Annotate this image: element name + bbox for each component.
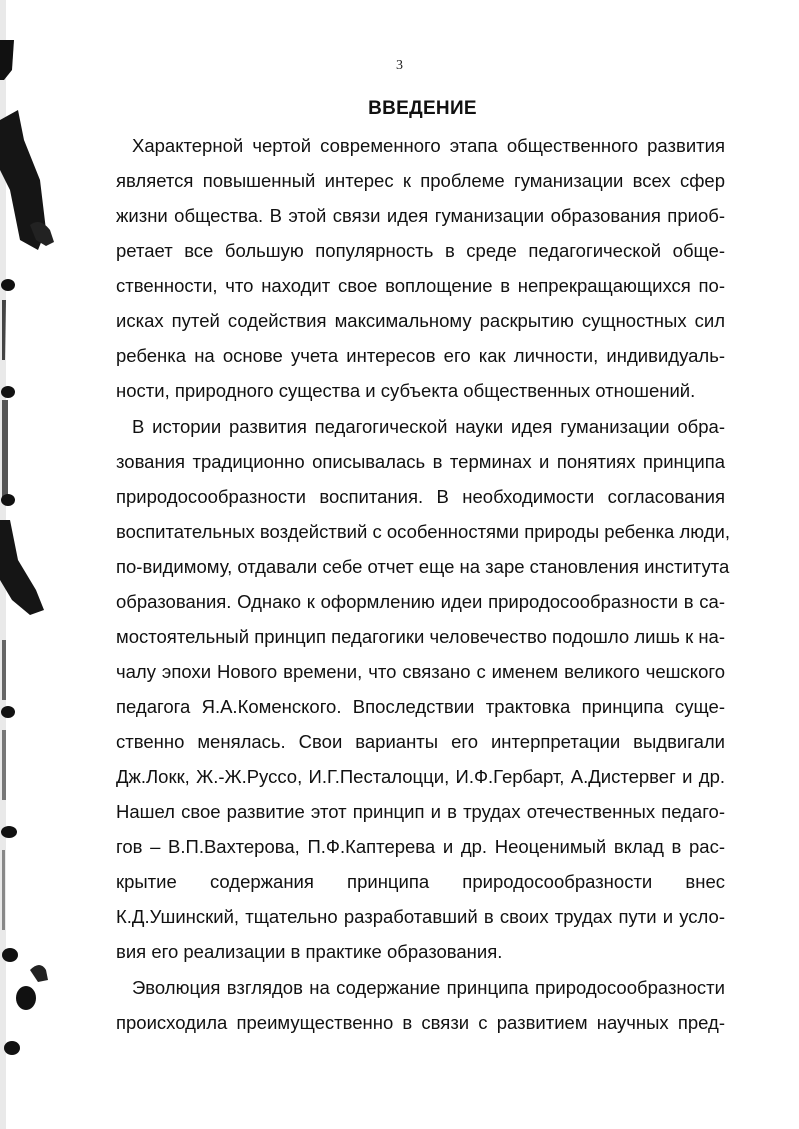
text-line: ственно менялась. Свои варианты его интерпретации выдвигали	[116, 731, 725, 752]
text-line: ретает все большую популярность в среде педагогической обще-	[116, 240, 725, 261]
text-line: воспитательных воздействий с особенностями природы ребенка люди,	[116, 521, 731, 542]
text-line: образования. Однако к оформлению идеи природосообразности в са-	[116, 591, 725, 612]
scan-edge-artifact	[0, 0, 60, 1129]
text-line: является повышенный интерес к проблеме гуманизации всех сфер	[116, 170, 725, 191]
text-line: ственности, что находит свое воплощение в непрекращающихся по-	[116, 275, 725, 296]
text-line: чалу эпохи Нового времени, что связано с именем великого чешского	[116, 661, 725, 682]
text-line: ности, природного существа и субъекта общественных отношений.	[116, 380, 696, 401]
text-line: Нашел свое развитие этот принцип и в трудах отечественных педаго-	[116, 801, 725, 822]
text-line: Дж.Локк, Ж.-Ж.Руссо, И.Г.Песталоцци, И.Ф.Гербарт, А.Дистервег и др.	[116, 766, 725, 787]
text-line: гов – В.П.Вахтерова, П.Ф.Каптерева и др. Неоценимый вклад в рас-	[116, 836, 725, 857]
text-line: педагога Я.А.Коменского. Впоследствии трактовка принципа суще-	[116, 696, 725, 717]
text-line: мостоятельный принцип педагогики человечество подошло лишь к на-	[116, 626, 725, 647]
text-line: Эволюция взглядов на содержание принципа природосообразности	[132, 977, 725, 998]
text-line: природосообразности воспитания. В необходимости согласования	[116, 486, 725, 507]
text-line: К.Д.Ушинский, тщательно разработавший в своих трудах пути и усло-	[116, 906, 725, 927]
text-line: Характерной чертой современного этапа общественного развития	[132, 135, 725, 156]
text-line: жизни общества. В этой связи идея гуманизации образования приоб-	[116, 205, 725, 226]
text-line: ребенка на основе учета интересов его как личности, индивидуаль-	[116, 345, 725, 366]
text-line: исках путей содействия максимальному раскрытию сущностных сил	[116, 310, 725, 331]
page-number: 3	[396, 58, 403, 73]
text-line: зования традиционно описывалась в терминах и понятиях принципа	[116, 451, 725, 472]
text-line: В истории развития педагогической науки идея гуманизации обра-	[132, 416, 725, 437]
text-line: происходила преимущественно в связи с развитием научных пред-	[116, 1012, 725, 1033]
text-line: вия его реализации в практике образования.	[116, 941, 503, 962]
text-line: по-видимому, отдавали себе отчет еще на заре становления института	[116, 556, 730, 577]
page-heading: ВВЕДЕНИЕ	[368, 98, 477, 119]
text-line: крытие содержания принципа природосообразности внес	[116, 871, 725, 892]
